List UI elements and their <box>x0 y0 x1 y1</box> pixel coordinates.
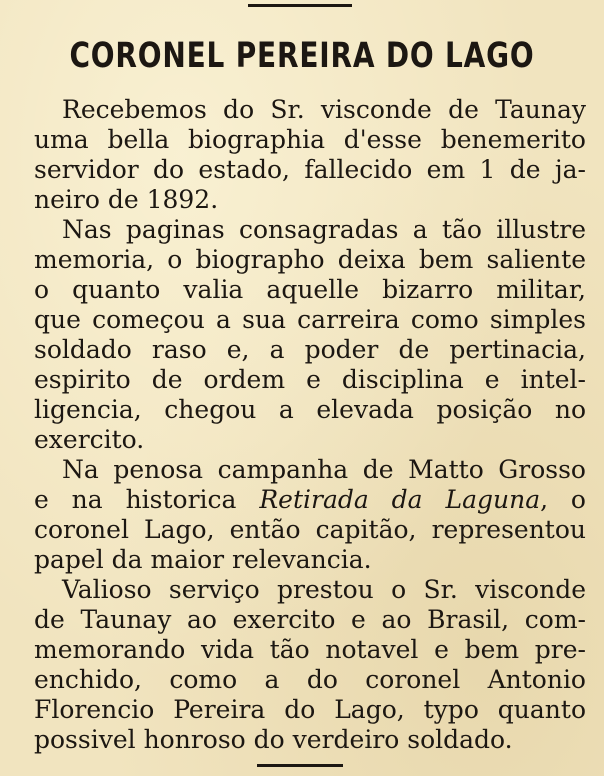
text-line: uma bella biographia d'esse benemerito <box>34 125 586 154</box>
text-line: Na penosa campanha de Matto Grosso <box>62 455 586 484</box>
article-body <box>34 95 586 755</box>
text-line: de Taunay ao exercito e ao Brasil, com- <box>34 605 586 634</box>
text-line: exercito. <box>34 425 145 454</box>
text-line: soldado raso e, a poder de pertinacia, <box>34 335 586 364</box>
text-line: memoria, o biographo deixa bem saliente <box>34 245 586 274</box>
text-line: enchido, como a do coronel Antonio <box>34 665 586 694</box>
text-line: espirito de ordem e disciplina e intel- <box>34 365 586 394</box>
bottom-divider-rule <box>257 764 343 767</box>
text-line: possivel honroso do verdeiro soldado. <box>34 725 513 754</box>
text-line: servidor do estado, fallecido em 1 de ja- <box>34 155 586 184</box>
text-line: o quanto valia aquelle bizarro militar, <box>34 275 586 304</box>
top-divider-rule <box>248 4 352 7</box>
text-line: Valioso serviço prestou o Sr. visconde <box>62 575 586 604</box>
text-line: neiro de 1892. <box>34 185 219 214</box>
article-headline: CORONEL PEREIRA DO LAGO <box>69 36 535 76</box>
paragraph-3 <box>34 455 586 575</box>
text-line: Florencio Pereira do Lago, typo quanto <box>34 695 586 724</box>
paragraph-2 <box>34 215 586 455</box>
paragraph-4 <box>34 575 586 755</box>
text-line-with-italic: e na historica Retirada da Laguna, o <box>34 485 586 514</box>
text-line: ligencia, chegou a elevada posição no <box>34 395 586 424</box>
italic-title-text: Retirada da Laguna <box>259 485 541 514</box>
paragraph-1 <box>34 95 586 215</box>
text-line: Recebemos do Sr. visconde de Taunay <box>62 95 586 124</box>
text-line: memorando vida tão notavel e bem pre- <box>34 635 586 664</box>
text-line: que começou a sua carreira como simples <box>34 305 586 334</box>
text-line: Nas paginas consagradas a tão illustre <box>62 215 586 244</box>
text-line: papel da maior relevancia. <box>34 545 372 574</box>
text-line: coronel Lago, então capitão, representou <box>34 515 586 544</box>
